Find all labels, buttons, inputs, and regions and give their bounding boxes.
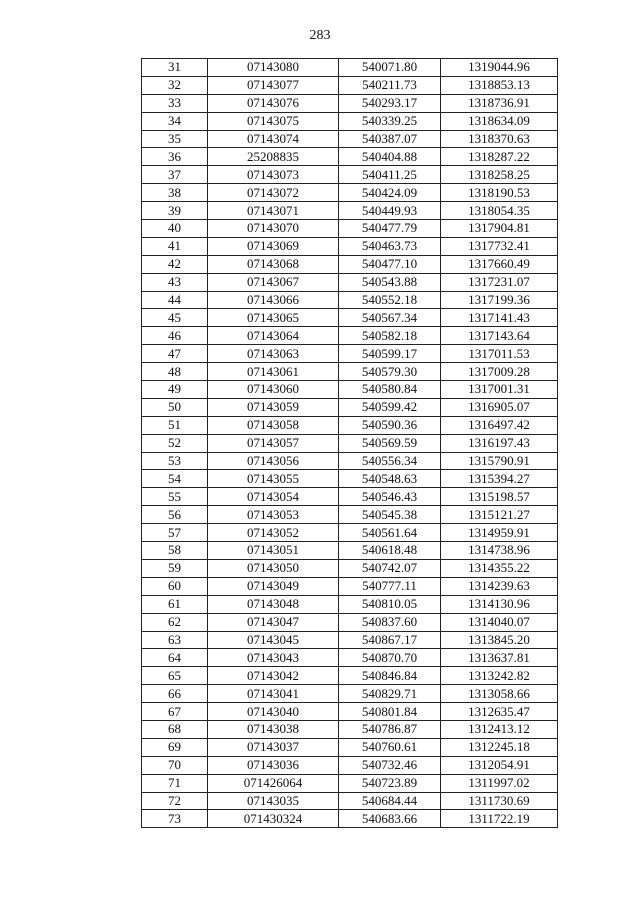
y-coordinate-cell: 1317904.81 [441,220,558,238]
x-coordinate-cell: 540477.10 [339,255,441,273]
x-coordinate-cell: 540760.61 [339,738,441,756]
x-coordinate-cell: 540742.07 [339,559,441,577]
point-id-cell: 07143077 [208,76,339,94]
table-row [142,577,558,595]
y-coordinate-cell: 1313242.82 [441,667,558,685]
table-row [142,685,558,703]
row-number-cell: 40 [142,220,208,238]
point-id-cell: 07143063 [208,345,339,363]
x-coordinate-cell: 540545.38 [339,506,441,524]
table-row [142,94,558,112]
y-coordinate-cell: 1318853.13 [441,76,558,94]
point-id-cell: 07143048 [208,595,339,613]
row-number-cell: 37 [142,166,208,184]
table-row [142,255,558,273]
point-id-cell: 07143072 [208,184,339,202]
x-coordinate-cell: 540556.34 [339,452,441,470]
y-coordinate-cell: 1315394.27 [441,470,558,488]
table-row [142,381,558,399]
y-coordinate-cell: 1315198.57 [441,488,558,506]
row-number-cell: 49 [142,381,208,399]
x-coordinate-cell: 540829.71 [339,685,441,703]
y-coordinate-cell: 1318054.35 [441,202,558,220]
point-id-cell: 07143060 [208,381,339,399]
table-row [142,434,558,452]
y-coordinate-cell: 1314239.63 [441,577,558,595]
x-coordinate-cell: 540071.80 [339,59,441,77]
point-id-cell: 07143069 [208,237,339,255]
row-number-cell: 41 [142,237,208,255]
table-row [142,59,558,77]
y-coordinate-cell: 1312054.91 [441,756,558,774]
row-number-cell: 35 [142,130,208,148]
table-row [142,756,558,774]
table-row [142,524,558,542]
x-coordinate-cell: 540411.25 [339,166,441,184]
x-coordinate-cell: 540810.05 [339,595,441,613]
table-row [142,148,558,166]
x-coordinate-cell: 540618.48 [339,542,441,560]
x-coordinate-cell: 540801.84 [339,703,441,721]
row-number-cell: 42 [142,255,208,273]
point-id-cell: 07143061 [208,363,339,381]
point-id-cell: 07143080 [208,59,339,77]
table-body [142,59,558,828]
point-id-cell: 07143050 [208,559,339,577]
table-row [142,452,558,470]
y-coordinate-cell: 1313058.66 [441,685,558,703]
y-coordinate-cell: 1314959.91 [441,524,558,542]
table-row [142,613,558,631]
point-id-cell: 07143043 [208,649,339,667]
row-number-cell: 32 [142,76,208,94]
y-coordinate-cell: 1311722.19 [441,810,558,828]
point-id-cell: 07143074 [208,130,339,148]
point-id-cell: 07143037 [208,738,339,756]
x-coordinate-cell: 540786.87 [339,720,441,738]
y-coordinate-cell: 1317231.07 [441,273,558,291]
row-number-cell: 46 [142,327,208,345]
row-number-cell: 61 [142,595,208,613]
x-coordinate-cell: 540569.59 [339,434,441,452]
y-coordinate-cell: 1312635.47 [441,703,558,721]
y-coordinate-cell: 1319044.96 [441,59,558,77]
row-number-cell: 57 [142,524,208,542]
row-number-cell: 58 [142,542,208,560]
point-id-cell: 07143056 [208,452,339,470]
y-coordinate-cell: 1314355.22 [441,559,558,577]
table-row [142,506,558,524]
y-coordinate-cell: 1315790.91 [441,452,558,470]
point-id-cell: 07143075 [208,112,339,130]
x-coordinate-cell: 540590.36 [339,416,441,434]
x-coordinate-cell: 540579.30 [339,363,441,381]
point-id-cell: 07143076 [208,94,339,112]
row-number-cell: 43 [142,273,208,291]
y-coordinate-cell: 1316197.43 [441,434,558,452]
point-id-cell: 071426064 [208,774,339,792]
y-coordinate-cell: 1317143.64 [441,327,558,345]
row-number-cell: 53 [142,452,208,470]
row-number-cell: 65 [142,667,208,685]
table-row [142,703,558,721]
table-row [142,416,558,434]
x-coordinate-cell: 540837.60 [339,613,441,631]
x-coordinate-cell: 540684.44 [339,792,441,810]
table-row [142,774,558,792]
table-row [142,291,558,309]
table-row [142,649,558,667]
y-coordinate-cell: 1314130.96 [441,595,558,613]
row-number-cell: 71 [142,774,208,792]
table-row [142,792,558,810]
table-row [142,398,558,416]
row-number-cell: 64 [142,649,208,667]
point-id-cell: 07143054 [208,488,339,506]
table-row [142,130,558,148]
y-coordinate-cell: 1318190.53 [441,184,558,202]
table-row [142,202,558,220]
y-coordinate-cell: 1317009.28 [441,363,558,381]
x-coordinate-cell: 540424.09 [339,184,441,202]
point-id-cell: 07143058 [208,416,339,434]
row-number-cell: 62 [142,613,208,631]
y-coordinate-cell: 1318287.22 [441,148,558,166]
x-coordinate-cell: 540561.64 [339,524,441,542]
x-coordinate-cell: 540387.07 [339,130,441,148]
row-number-cell: 56 [142,506,208,524]
point-id-cell: 07143053 [208,506,339,524]
y-coordinate-cell: 1317660.49 [441,255,558,273]
y-coordinate-cell: 1312413.12 [441,720,558,738]
point-id-cell: 07143040 [208,703,339,721]
point-id-cell: 071430324 [208,810,339,828]
y-coordinate-cell: 1313845.20 [441,631,558,649]
table-row [142,631,558,649]
table-row [142,345,558,363]
table-row [142,309,558,327]
table-row [142,166,558,184]
x-coordinate-cell: 540211.73 [339,76,441,94]
x-coordinate-cell: 540543.88 [339,273,441,291]
row-number-cell: 59 [142,559,208,577]
x-coordinate-cell: 540567.34 [339,309,441,327]
point-id-cell: 07143057 [208,434,339,452]
row-number-cell: 47 [142,345,208,363]
x-coordinate-cell: 540339.25 [339,112,441,130]
y-coordinate-cell: 1316905.07 [441,398,558,416]
point-id-cell: 07143067 [208,273,339,291]
point-id-cell: 07143068 [208,255,339,273]
row-number-cell: 73 [142,810,208,828]
x-coordinate-cell: 540867.17 [339,631,441,649]
y-coordinate-cell: 1317011.53 [441,345,558,363]
y-coordinate-cell: 1316497.42 [441,416,558,434]
row-number-cell: 60 [142,577,208,595]
page-number: 283 [309,28,331,43]
table-row [142,738,558,756]
point-id-cell: 07143055 [208,470,339,488]
row-number-cell: 69 [142,738,208,756]
table-row [142,559,558,577]
point-id-cell: 07143064 [208,327,339,345]
x-coordinate-cell: 540293.17 [339,94,441,112]
point-id-cell: 07143035 [208,792,339,810]
coordinates-table [141,58,558,828]
point-id-cell: 07143049 [208,577,339,595]
point-id-cell: 07143066 [208,291,339,309]
x-coordinate-cell: 540846.84 [339,667,441,685]
row-number-cell: 38 [142,184,208,202]
row-number-cell: 45 [142,309,208,327]
x-coordinate-cell: 540599.17 [339,345,441,363]
point-id-cell: 07143041 [208,685,339,703]
point-id-cell: 07143070 [208,220,339,238]
y-coordinate-cell: 1318258.25 [441,166,558,184]
row-number-cell: 51 [142,416,208,434]
point-id-cell: 07143073 [208,166,339,184]
x-coordinate-cell: 540548.63 [339,470,441,488]
point-id-cell: 25208835 [208,148,339,166]
row-number-cell: 31 [142,59,208,77]
row-number-cell: 36 [142,148,208,166]
row-number-cell: 67 [142,703,208,721]
table-row [142,720,558,738]
y-coordinate-cell: 1317141.43 [441,309,558,327]
x-coordinate-cell: 540683.66 [339,810,441,828]
row-number-cell: 50 [142,398,208,416]
table-row [142,363,558,381]
table-row [142,184,558,202]
row-number-cell: 34 [142,112,208,130]
x-coordinate-cell: 540732.46 [339,756,441,774]
table-row [142,488,558,506]
table-row [142,542,558,560]
point-id-cell: 07143052 [208,524,339,542]
point-id-cell: 07143042 [208,667,339,685]
row-number-cell: 66 [142,685,208,703]
row-number-cell: 70 [142,756,208,774]
x-coordinate-cell: 540599.42 [339,398,441,416]
x-coordinate-cell: 540777.11 [339,577,441,595]
x-coordinate-cell: 540580.84 [339,381,441,399]
row-number-cell: 39 [142,202,208,220]
x-coordinate-cell: 540404.88 [339,148,441,166]
x-coordinate-cell: 540449.93 [339,202,441,220]
point-id-cell: 07143071 [208,202,339,220]
y-coordinate-cell: 1317199.36 [441,291,558,309]
row-number-cell: 63 [142,631,208,649]
table-row [142,327,558,345]
table-row [142,76,558,94]
table-row [142,667,558,685]
y-coordinate-cell: 1314738.96 [441,542,558,560]
y-coordinate-cell: 1317001.31 [441,381,558,399]
x-coordinate-cell: 540477.79 [339,220,441,238]
point-id-cell: 07143059 [208,398,339,416]
point-id-cell: 07143036 [208,756,339,774]
y-coordinate-cell: 1311997.02 [441,774,558,792]
y-coordinate-cell: 1312245.18 [441,738,558,756]
x-coordinate-cell: 540546.43 [339,488,441,506]
table-row [142,220,558,238]
x-coordinate-cell: 540463.73 [339,237,441,255]
x-coordinate-cell: 540870.70 [339,649,441,667]
point-id-cell: 07143051 [208,542,339,560]
y-coordinate-cell: 1318634.09 [441,112,558,130]
row-number-cell: 72 [142,792,208,810]
point-id-cell: 07143038 [208,720,339,738]
table-row [142,595,558,613]
y-coordinate-cell: 1318736.91 [441,94,558,112]
x-coordinate-cell: 540582.18 [339,327,441,345]
row-number-cell: 33 [142,94,208,112]
table-row [142,112,558,130]
point-id-cell: 07143065 [208,309,339,327]
point-id-cell: 07143047 [208,613,339,631]
x-coordinate-cell: 540723.89 [339,774,441,792]
y-coordinate-cell: 1317732.41 [441,237,558,255]
row-number-cell: 48 [142,363,208,381]
table-row [142,810,558,828]
y-coordinate-cell: 1311730.69 [441,792,558,810]
row-number-cell: 55 [142,488,208,506]
table-row [142,273,558,291]
row-number-cell: 52 [142,434,208,452]
row-number-cell: 68 [142,720,208,738]
table-row [142,237,558,255]
row-number-cell: 54 [142,470,208,488]
table-row [142,470,558,488]
y-coordinate-cell: 1314040.07 [441,613,558,631]
point-id-cell: 07143045 [208,631,339,649]
x-coordinate-cell: 540552.18 [339,291,441,309]
y-coordinate-cell: 1318370.63 [441,130,558,148]
row-number-cell: 44 [142,291,208,309]
y-coordinate-cell: 1313637.81 [441,649,558,667]
y-coordinate-cell: 1315121.27 [441,506,558,524]
